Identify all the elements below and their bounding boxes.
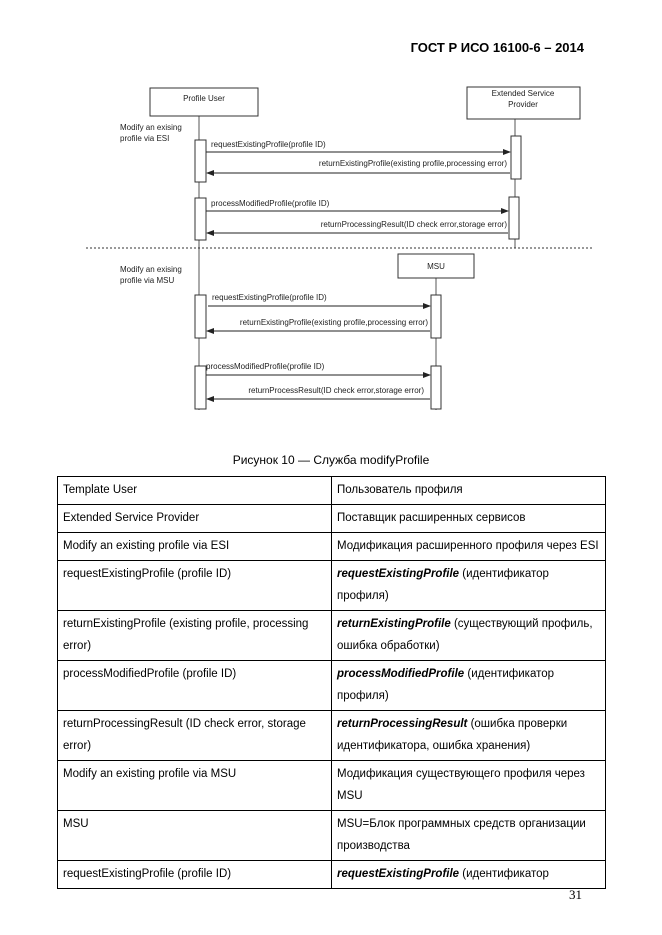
table-row	[58, 561, 606, 611]
table-row	[58, 505, 606, 533]
cell-russian	[332, 505, 606, 533]
cell-russian	[332, 533, 606, 561]
message-label: returnProcessingResult(ID check error,storage error)	[320, 220, 507, 229]
term-bold: requestExistingProfile	[337, 868, 460, 880]
table-row	[58, 711, 606, 761]
table-row	[58, 861, 606, 889]
sequence-diagram	[0, 0, 662, 440]
term-translation: (ошибка проверки идентификатора, ошибка хранения)	[337, 718, 568, 752]
cell-russian	[332, 561, 606, 611]
actor-esp: Extended Service	[491, 89, 555, 98]
activation-bar	[431, 295, 441, 338]
message-label: returnExistingProfile(existing profile,processing error)	[239, 318, 428, 327]
actor-msu: MSU	[427, 262, 445, 271]
cell-russian	[332, 611, 606, 661]
activation-bar	[509, 197, 519, 239]
note-esi: Modify an exising	[120, 123, 182, 132]
term-translation: Модификация существующего профиля через MSU	[337, 768, 585, 802]
term-bold: returnExistingProfile	[337, 618, 451, 630]
cell-english: returnExistingProfile (existing profile, processing error)	[58, 611, 332, 661]
term-translation: Модификация расширенного профиля через ESI	[337, 540, 599, 552]
activation-bar	[195, 366, 206, 409]
term-translation: (идентификатор профиля)	[337, 668, 555, 702]
table-row	[58, 761, 606, 811]
table-row	[58, 661, 606, 711]
table-row	[58, 611, 606, 661]
message-label: returnProcessResult(ID check error,storage error)	[248, 386, 424, 395]
cell-russian	[332, 811, 606, 861]
cell-english: Modify an existing profile via ESI	[58, 533, 332, 561]
cell-russian	[332, 661, 606, 711]
cell-english: requestExistingProfile (profile ID)	[58, 861, 332, 889]
note-msu: profile via MSU	[120, 276, 175, 285]
term-bold: requestExistingProfile	[337, 568, 460, 580]
terms-table	[57, 476, 606, 889]
table-row	[58, 477, 606, 505]
document-header: ГОСТ Р ИСО 16100-6 – 2014	[410, 40, 584, 55]
message-label: returnExistingProfile(existing profile,processing error)	[318, 159, 507, 168]
activation-bar	[195, 140, 206, 182]
term-translation: Поставщик расширенных сервисов	[337, 512, 526, 524]
cell-russian	[332, 861, 606, 889]
page-number: 31	[569, 887, 582, 902]
message-label: requestExistingProfile(profile ID)	[211, 140, 326, 149]
figure-caption: Рисунок 10 — Служба modifyProfile	[232, 453, 430, 467]
term-translation: Пользователь профиля	[337, 484, 463, 496]
actor-esp: Provider	[508, 100, 538, 109]
cell-russian	[332, 477, 606, 505]
cell-english: Template User	[58, 477, 332, 505]
actor-profile-user: Profile User	[183, 94, 225, 103]
cell-russian	[332, 761, 606, 811]
cell-english: processModifiedProfile (profile ID)	[58, 661, 332, 711]
table-row	[58, 533, 606, 561]
message-label: processModifiedProfile(profile ID)	[206, 362, 325, 371]
cell-english: Modify an existing profile via MSU	[58, 761, 332, 811]
term-bold: returnProcessingResult	[337, 718, 468, 730]
term-bold: processModifiedProfile	[337, 668, 465, 680]
cell-english: Extended Service Provider	[58, 505, 332, 533]
term-translation: MSU=Блок программных средств организации производства	[337, 818, 586, 852]
term-translation: (идентификатор	[459, 868, 549, 880]
message-label: processModifiedProfile(profile ID)	[211, 199, 330, 208]
cell-english: MSU	[58, 811, 332, 861]
term-translation: (существующий профиль, ошибка обработки)	[337, 618, 593, 652]
activation-bar	[431, 366, 441, 409]
activation-bar	[195, 295, 206, 338]
table-row	[58, 811, 606, 861]
message-label: requestExistingProfile(profile ID)	[212, 293, 327, 302]
activation-bar	[511, 136, 521, 179]
cell-english: returnProcessingResult (ID check error, storage error)	[58, 711, 332, 761]
note-msu: Modify an exising	[120, 265, 182, 274]
cell-russian	[332, 711, 606, 761]
activation-bar	[195, 198, 206, 240]
term-translation: (идентификатор профиля)	[337, 568, 549, 602]
note-esi: profile via ESI	[120, 134, 170, 143]
cell-english: requestExistingProfile (profile ID)	[58, 561, 332, 611]
